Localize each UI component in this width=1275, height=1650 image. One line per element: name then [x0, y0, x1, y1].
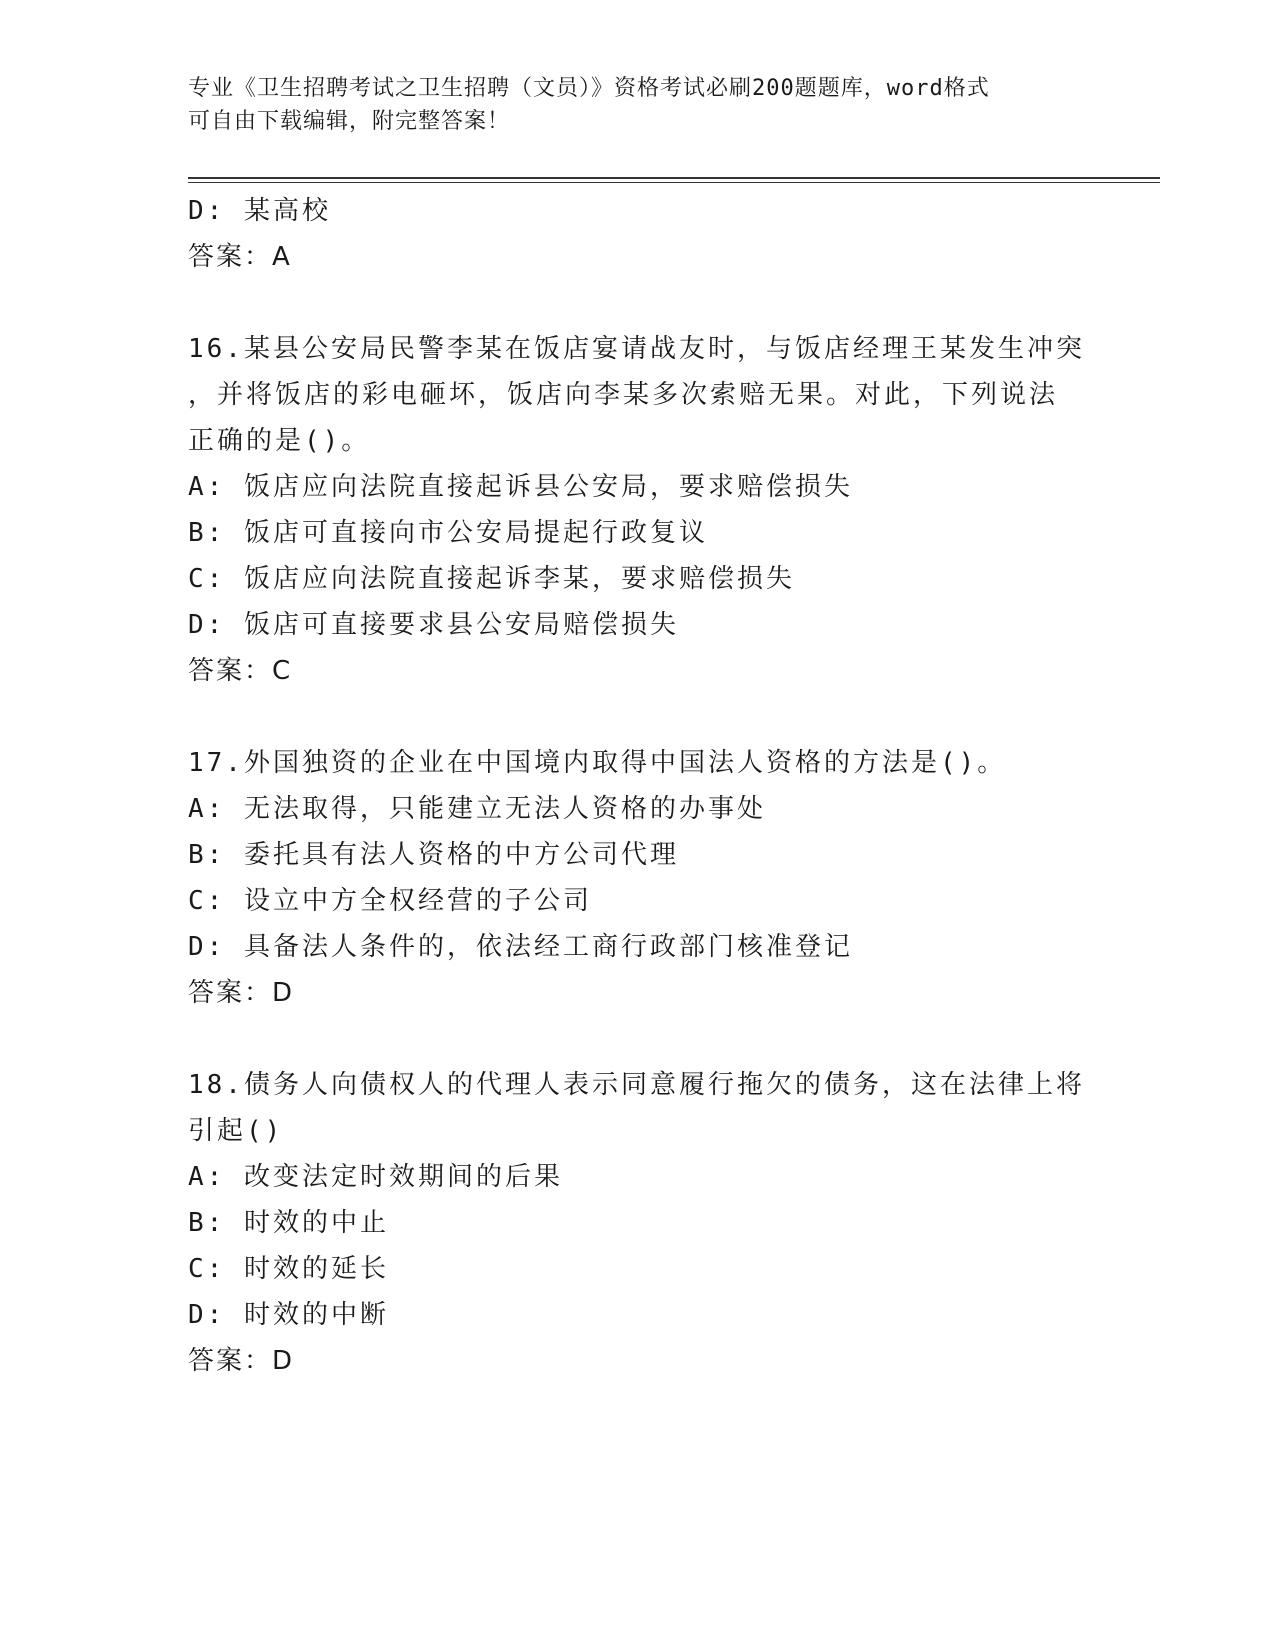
option-d: D: 某高校 [188, 196, 331, 226]
option-d: D: 时效的中断 [188, 1300, 389, 1330]
answer-line: 答案：C [188, 656, 293, 686]
question-stem-line: 18.债务人向债权人的代理人表示同意履行拖欠的债务，这在法律上将 [188, 1070, 1085, 1100]
answer-line: 答案：A [188, 242, 292, 272]
question-stem-line: 正确的是()。 [188, 426, 371, 456]
spacer [188, 694, 1088, 740]
option-a: A: 改变法定时效期间的后果 [188, 1162, 563, 1192]
document-header [188, 72, 1068, 138]
spacer [188, 1016, 1088, 1062]
option-c: C: 饭店应向法院直接起诉李某，要求赔偿损失 [188, 564, 795, 594]
spacer [188, 280, 1088, 326]
option-b: B: 时效的中止 [188, 1208, 389, 1238]
question-stem-line: 引起() [188, 1116, 284, 1146]
header-divider [188, 177, 1160, 179]
option-c: C: 时效的延长 [188, 1254, 389, 1284]
header-line-2: 可自由下载编辑，附完整答案！ [188, 109, 511, 134]
option-d: D: 饭店可直接要求县公安局赔偿损失 [188, 610, 679, 640]
header-divider-thin [188, 182, 1160, 183]
option-c: C: 设立中方全权经营的子公司 [188, 886, 592, 916]
question-stem-line: 17.外国独资的企业在中国境内取得中国法人资格的方法是()。 [188, 748, 1007, 778]
question-block [188, 740, 1088, 1016]
question-list [188, 188, 1088, 1384]
answer-line: 答案：D [188, 1346, 295, 1376]
header-line-1: 专业《卫生招聘考试之卫生招聘（文员）》资格考试必刷200题题库，word格式 [188, 76, 990, 101]
option-b: B: 委托具有法人资格的中方公司代理 [188, 840, 679, 870]
option-b: B: 饭店可直接向市公安局提起行政复议 [188, 518, 708, 548]
option-d: D: 具备法人条件的，依法经工商行政部门核准登记 [188, 932, 853, 962]
option-a: A: 无法取得，只能建立无法人资格的办事处 [188, 794, 766, 824]
answer-line: 答案：D [188, 978, 295, 1008]
question-block [188, 326, 1088, 694]
question-stem-line: ，并将饭店的彩电砸坏，饭店向李某多次索赔无果。对此，下列说法 [188, 380, 1059, 410]
question-block [188, 1062, 1088, 1384]
option-a: A: 饭店应向法院直接起诉县公安局，要求赔偿损失 [188, 472, 853, 502]
question-stem-line: 16.某县公安局民警李某在饭店宴请战友时，与饭店经理王某发生冲突 [188, 334, 1085, 364]
